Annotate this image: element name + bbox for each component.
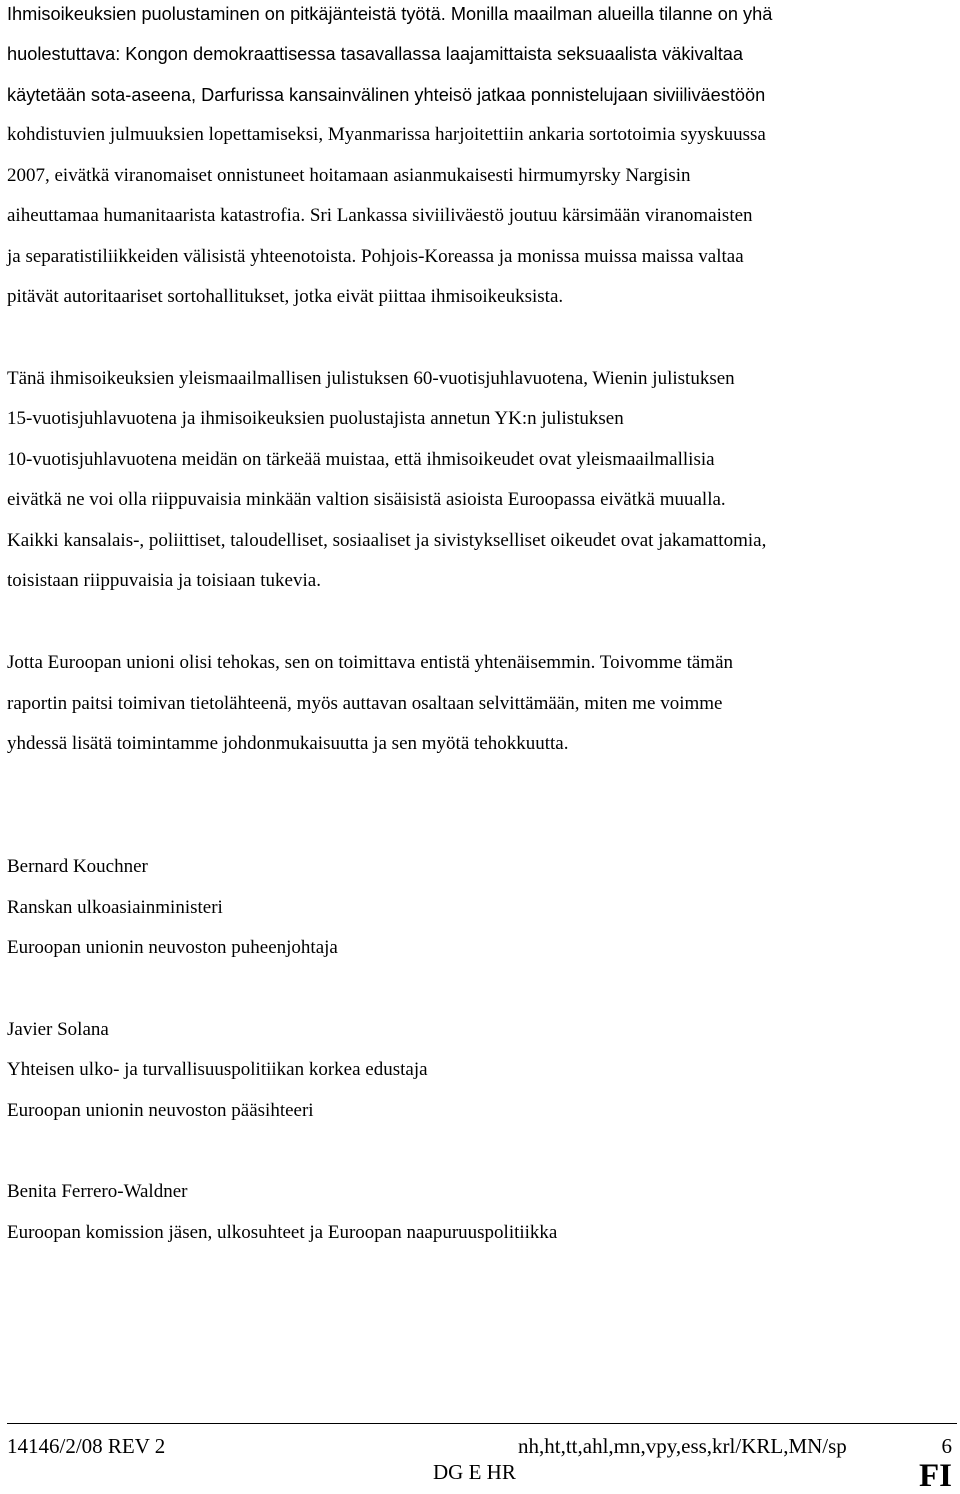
paragraph-line: ja separatistiliikkeiden välisistä yhteenotoista. Pohjois-Koreassa ja monissa muissa maissa valtaa <box>7 246 744 267</box>
author-initials: nh,ht,tt,ahl,mn,vpy,ess,krl/KRL,MN/sp <box>518 1434 847 1458</box>
paragraph-line: Tänä ihmisoikeuksien yleismaailmallisen julistuksen 60-vuotisjuhlavuotena, Wienin julistuksen <box>7 368 735 389</box>
paragraph-line: toisistaan riippuvaisia ja toisiaan tukevia. <box>7 570 321 591</box>
paragraph-line: 2007, eivätkä viranomaiset onnistuneet hoitamaan asianmukaisesti hirmumyrsky Nargisin <box>7 165 691 186</box>
paragraph-line: aiheuttamaa humanitaarista katastrofia. Sri Lankassa siviiliväestö joutuu kärsimään viranomaisten <box>7 205 753 226</box>
directorate-code: DG E HR <box>433 1460 516 1484</box>
signatory-role: Euroopan unionin neuvoston puheenjohtaja <box>7 937 338 958</box>
paragraph-line: Jotta Euroopan unioni olisi tehokas, sen on toimittava entistä yhtenäisemmin. Toivomme tämän <box>7 652 734 673</box>
signatory-role: Yhteisen ulko- ja turvallisuuspolitiikan korkea edustaja <box>7 1059 428 1080</box>
paragraph-line: kohdistuvien julmuuksien lopettamiseksi, Myanmarissa harjoitettiin ankaria sortotoimia syyskuussa <box>7 124 766 145</box>
paragraph-line: raportin paitsi toimivan tietolähteenä, myös auttavan osaltaan selvittämään, miten me voimme <box>7 693 723 714</box>
signatory-name: Bernard Kouchner <box>7 856 148 877</box>
paragraph-line: yhdessä lisätä toimintamme johdonmukaisuutta ja sen myötä tehokkuutta. <box>7 733 569 754</box>
paragraph-line: huolestuttava: Kongon demokraattisessa tasavallassa laajamittaista seksuaalista väkivaltaa <box>7 44 743 64</box>
signatory-role: Ranskan ulkoasiainministeri <box>7 897 223 918</box>
document-reference: 14146/2/08 REV 2 <box>7 1434 166 1458</box>
paragraph-line: pitävät autoritaariset sortohallitukset, jotka eivät piittaa ihmisoikeuksista. <box>7 286 564 307</box>
paragraph-line: eivätkä ne voi olla riippuvaisia minkään valtion sisäisistä asioista Euroopassa eivätkä muualla. <box>7 489 726 510</box>
paragraph-line: 10-vuotisjuhlavuotena meidän on tärkeää muistaa, että ihmisoikeudet ovat yleismaailmallisia <box>7 449 715 470</box>
signatory-name: Javier Solana <box>7 1019 109 1040</box>
paragraph-line: käytetään sota-aseena, Darfurissa kansainvälinen yhteisö jatkaa ponnistelujaan siviiliväestöön <box>7 85 766 105</box>
language-code: FI <box>919 1458 952 1494</box>
paragraph-line: Kaikki kansalais-, poliittiset, taloudelliset, sosiaaliset ja sivistykselliset oikeudet ovat jakamattomia, <box>7 530 767 551</box>
signatory-role: Euroopan komission jäsen, ulkosuhteet ja Euroopan naapuruuspolitiikka <box>7 1222 558 1243</box>
page-number: 6 <box>941 1434 952 1458</box>
paragraph-line: 15-vuotisjuhlavuotena ja ihmisoikeuksien puolustajista annetun YK:n julistuksen <box>7 408 624 429</box>
signatory-name: Benita Ferrero-Waldner <box>7 1181 188 1202</box>
signatory-role: Euroopan unionin neuvoston pääsihteeri <box>7 1100 314 1121</box>
footer-divider <box>7 1423 957 1424</box>
paragraph-line: Ihmisoikeuksien puolustaminen on pitkäjänteistä työtä. Monilla maailman alueilla tilanne on yhä <box>7 4 773 24</box>
